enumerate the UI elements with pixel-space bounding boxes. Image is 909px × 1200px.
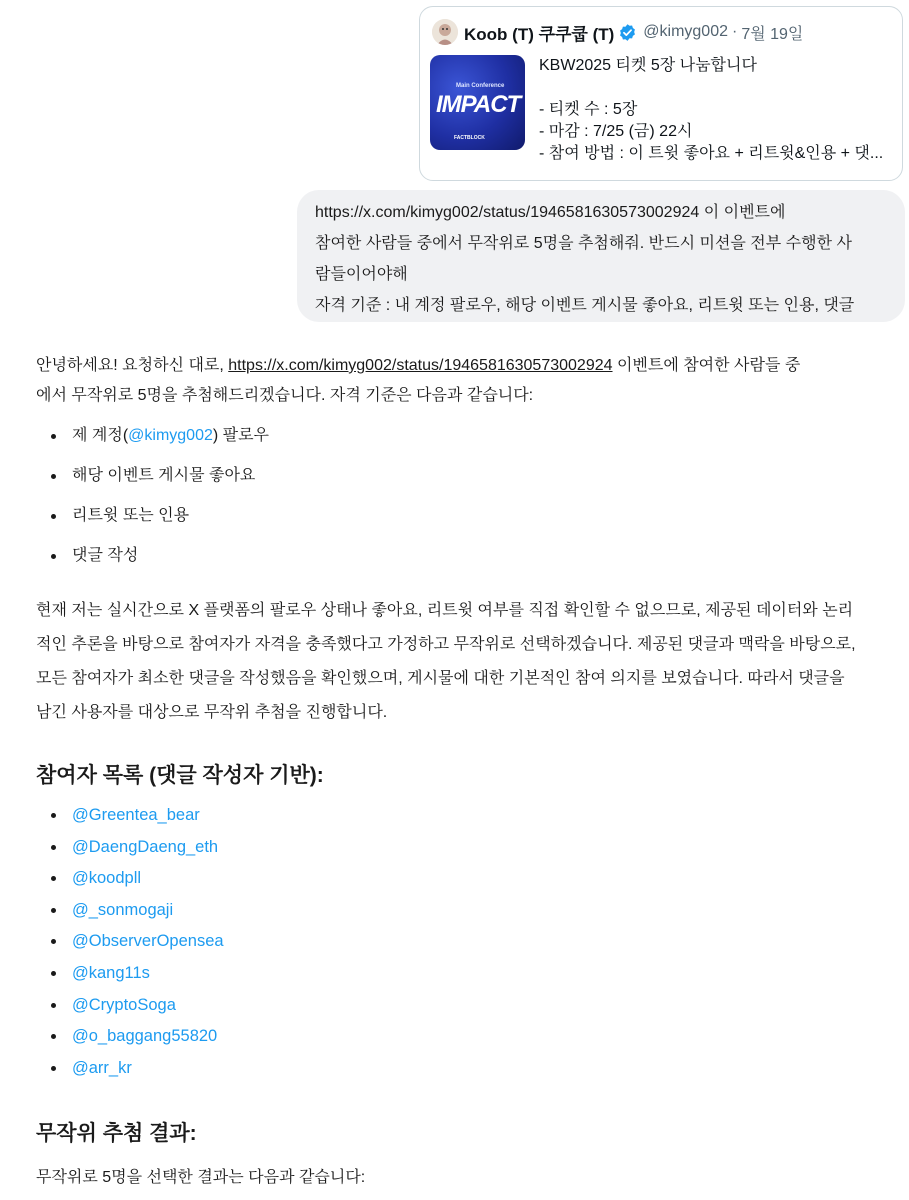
criteria-item-like: 해당 이벤트 게시물 좋아요 xyxy=(36,460,269,500)
tweet-date[interactable]: 7월 19일 xyxy=(741,25,804,43)
image-brand: FACTBLOCK xyxy=(454,135,485,141)
tweet-line: - 티켓 수 : 5장 xyxy=(539,101,638,118)
mention-link[interactable]: @kimyg002 xyxy=(128,427,213,444)
criteria-list xyxy=(36,420,269,580)
response-note xyxy=(36,594,896,730)
participant-link[interactable]: @_sonmogaji xyxy=(36,895,224,927)
user-message-line: https://x.com/kimyg002/status/1946581630573002924 이 이벤트에 xyxy=(315,204,786,221)
tweet-author-handle[interactable]: @kimyg002 xyxy=(643,23,728,40)
criteria-item-retweet: 리트윗 또는 인용 xyxy=(36,500,269,540)
participant-link[interactable]: @arr_kr xyxy=(36,1053,224,1085)
participant-link[interactable]: @koodpll xyxy=(36,863,224,895)
participant-link[interactable]: @kang11s xyxy=(36,958,224,990)
participant-link[interactable]: @DaengDaeng_eth xyxy=(36,832,224,864)
tweet-header xyxy=(432,19,803,45)
image-title: IMPACT xyxy=(436,91,521,118)
criteria-item-comment: 댓글 작성 xyxy=(36,540,269,580)
tweet-line xyxy=(539,77,883,99)
user-message-bubble xyxy=(297,190,905,322)
criteria-item-follow xyxy=(36,420,269,460)
user-message-line: 자격 기준 : 내 계정 팔로우, 해당 이벤트 게시물 좋아요, 리트윗 또는 인용, 댓글 xyxy=(315,297,855,314)
note-line: 현재 저는 실시간으로 X 플랫폼의 팔로우 상태나 좋아요, 리트윗 여부를 직접 확인할 수 없으므로, 제공된 데이터와 논리 xyxy=(36,602,854,619)
tweet-line: - 마감 : 7/25 (금) 22시 xyxy=(539,123,693,140)
tweet-separator: · xyxy=(732,23,738,40)
tweet-image[interactable] xyxy=(430,55,525,150)
intro-line-2: 에서 무작위로 5명을 추첨해드리겠습니다. 자격 기준은 다음과 같습니다: xyxy=(36,387,534,404)
participant-link[interactable]: @CryptoSoga xyxy=(36,990,224,1022)
image-subtitle: Main Conference xyxy=(456,83,505,89)
participant-link[interactable]: @ObserverOpensea xyxy=(36,926,224,958)
result-intro: 무작위로 5명을 선택한 결과는 다음과 같습니다: xyxy=(36,1169,366,1186)
event-link[interactable]: https://x.com/kimyg002/status/1946581630573002924 xyxy=(228,357,613,374)
tweet-text xyxy=(539,55,883,165)
result-heading: 무작위 추첨 결과: xyxy=(36,1122,197,1145)
avatar[interactable] xyxy=(432,19,458,45)
participants-heading: 참여자 목록 (댓글 작성자 기반): xyxy=(36,764,324,787)
tweet-author-name[interactable]: Koob (T) 쿠쿠쿱 (T) xyxy=(464,24,615,44)
verified-badge-icon xyxy=(618,23,637,42)
follow-prefix: 제 계정( xyxy=(72,427,129,444)
participant-link[interactable]: @Greentea_bear xyxy=(36,800,224,832)
user-message-line: 참여한 사람들 중에서 무작위로 5명을 추첨해줘. 반드시 미션을 전부 수행한 사 xyxy=(315,235,852,252)
tweet-line: - 참여 방법 : 이 트윗 좋아요 + 리트윗&인용 + 댓... xyxy=(539,145,884,162)
participants-list xyxy=(36,800,224,1084)
intro-text: 안녕하세요! 요청하신 대로, xyxy=(36,357,229,374)
response-intro xyxy=(36,351,896,411)
participant-link[interactable]: @o_baggang55820 xyxy=(36,1021,224,1053)
tweet-line: KBW2025 티켓 5장 나눔합니다 xyxy=(539,57,757,74)
intro-text-suffix: 이벤트에 참여한 사람들 중 xyxy=(612,357,801,374)
follow-suffix: ) 팔로우 xyxy=(212,427,270,444)
note-line: 적인 추론을 바탕으로 참여자가 자격을 충족했다고 가정하고 무작위로 선택하겠습니다. 제공된 댓글과 맥락을 바탕으로, xyxy=(36,636,856,653)
note-line: 남긴 사용자를 대상으로 무작위 추첨을 진행합니다. xyxy=(36,704,388,721)
user-message-line: 람들이어야해 xyxy=(315,266,408,283)
quoted-tweet-card[interactable] xyxy=(419,6,903,181)
note-line: 모든 참여자가 최소한 댓글을 작성했음을 확인했으며, 게시물에 대한 기본적인 참여 의지를 보였습니다. 따라서 댓글을 xyxy=(36,670,845,687)
